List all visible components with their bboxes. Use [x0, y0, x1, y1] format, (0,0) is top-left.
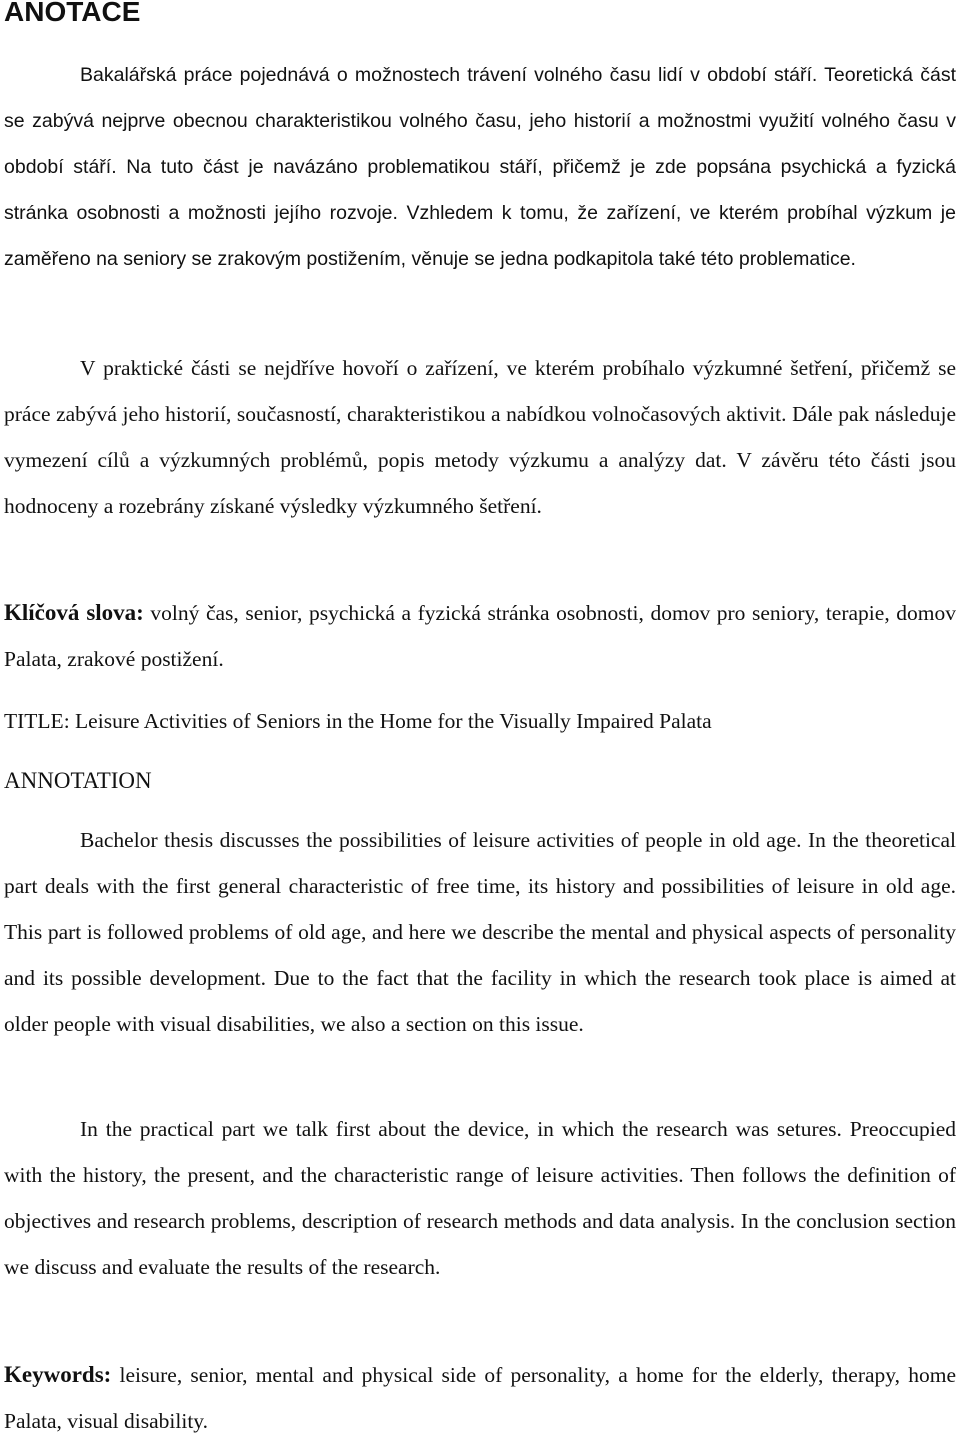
english-keywords-text: leisure, senior, mental and physical side of personality, a home for the elderly, therapy, home Palata, visual disability.	[4, 1363, 956, 1433]
anotace-paragraph-1: Bakalářská práce pojednává o možnostech trávení volného času lidí v období stáří. Teoretická část se zabývá nejprve obecnou charakteristikou volného času, jeho historií a možnostmi využití volného času v období stáří. Na tuto část je navázáno problematikou stáří, přičemž je zde popsána psychická a fyzická stránka osobnosti a možnosti jejího rozvoje. Vzhledem k tomu, že zařízení, ve kterém probíhal výzkum je zaměřeno na seniory se zrakovým postižením, věnuje se jedna podkapitola také této problematice.	[4, 64, 956, 270]
english-title-text: Leisure Activities of Seniors in the Home for the Visually Impaired Palata	[69, 709, 712, 733]
annotation-paragraph-2: In the practical part we talk first about the device, in which the research was setures. Preoccupied with the history, the present, and the characteristic range of leisure activities. Then follows the definition of objectives and research problems, description of research methods and data analysis. In the conclusion section we discuss and evaluate the results of the research.	[4, 1117, 956, 1279]
czech-keywords-text: volný čas, senior, psychická a fyzická stránka osobnosti, domov pro seniory, terapie, domov Palata, zrakové postižení.	[4, 601, 956, 671]
czech-keywords	[4, 590, 956, 682]
annotation-heading: ANNOTATION	[4, 768, 152, 793]
english-title	[4, 698, 712, 744]
english-keywords	[4, 1352, 956, 1444]
anotace-paragraph-2: V praktické části se nejdříve hovoří o zařízení, ve kterém probíhalo výzkumné šetření, přičemž se práce zabývá jeho historií, současností, charakteristikou a nabídkou volnočasových aktivit. Dále pak následuje vymezení cílů a výzkumných problémů, popis metody výzkumu a analýzy dat. V závěru této části jsou hodnoceny a rozebrány získané výsledky výzkumného šetření.	[4, 356, 956, 518]
english-title-label: TITLE:	[4, 709, 70, 733]
annotation-paragraph-1: Bachelor thesis discusses the possibilities of leisure activities of people in old age. In the theoretical part deals with the first general characteristic of free time, its history and possibilities of leisure in old age. This part is followed problems of old age, and here we describe the mental and physical aspects of personality and its possible development. Due to the fact that the facility in which the research took place is aimed at older people with visual disabilities, we also a section on this issue.	[4, 828, 956, 1036]
anotace-heading: ANOTACE	[4, 0, 141, 27]
czech-keywords-label: Klíčová slova:	[4, 600, 144, 625]
english-keywords-label: Keywords:	[4, 1362, 112, 1387]
